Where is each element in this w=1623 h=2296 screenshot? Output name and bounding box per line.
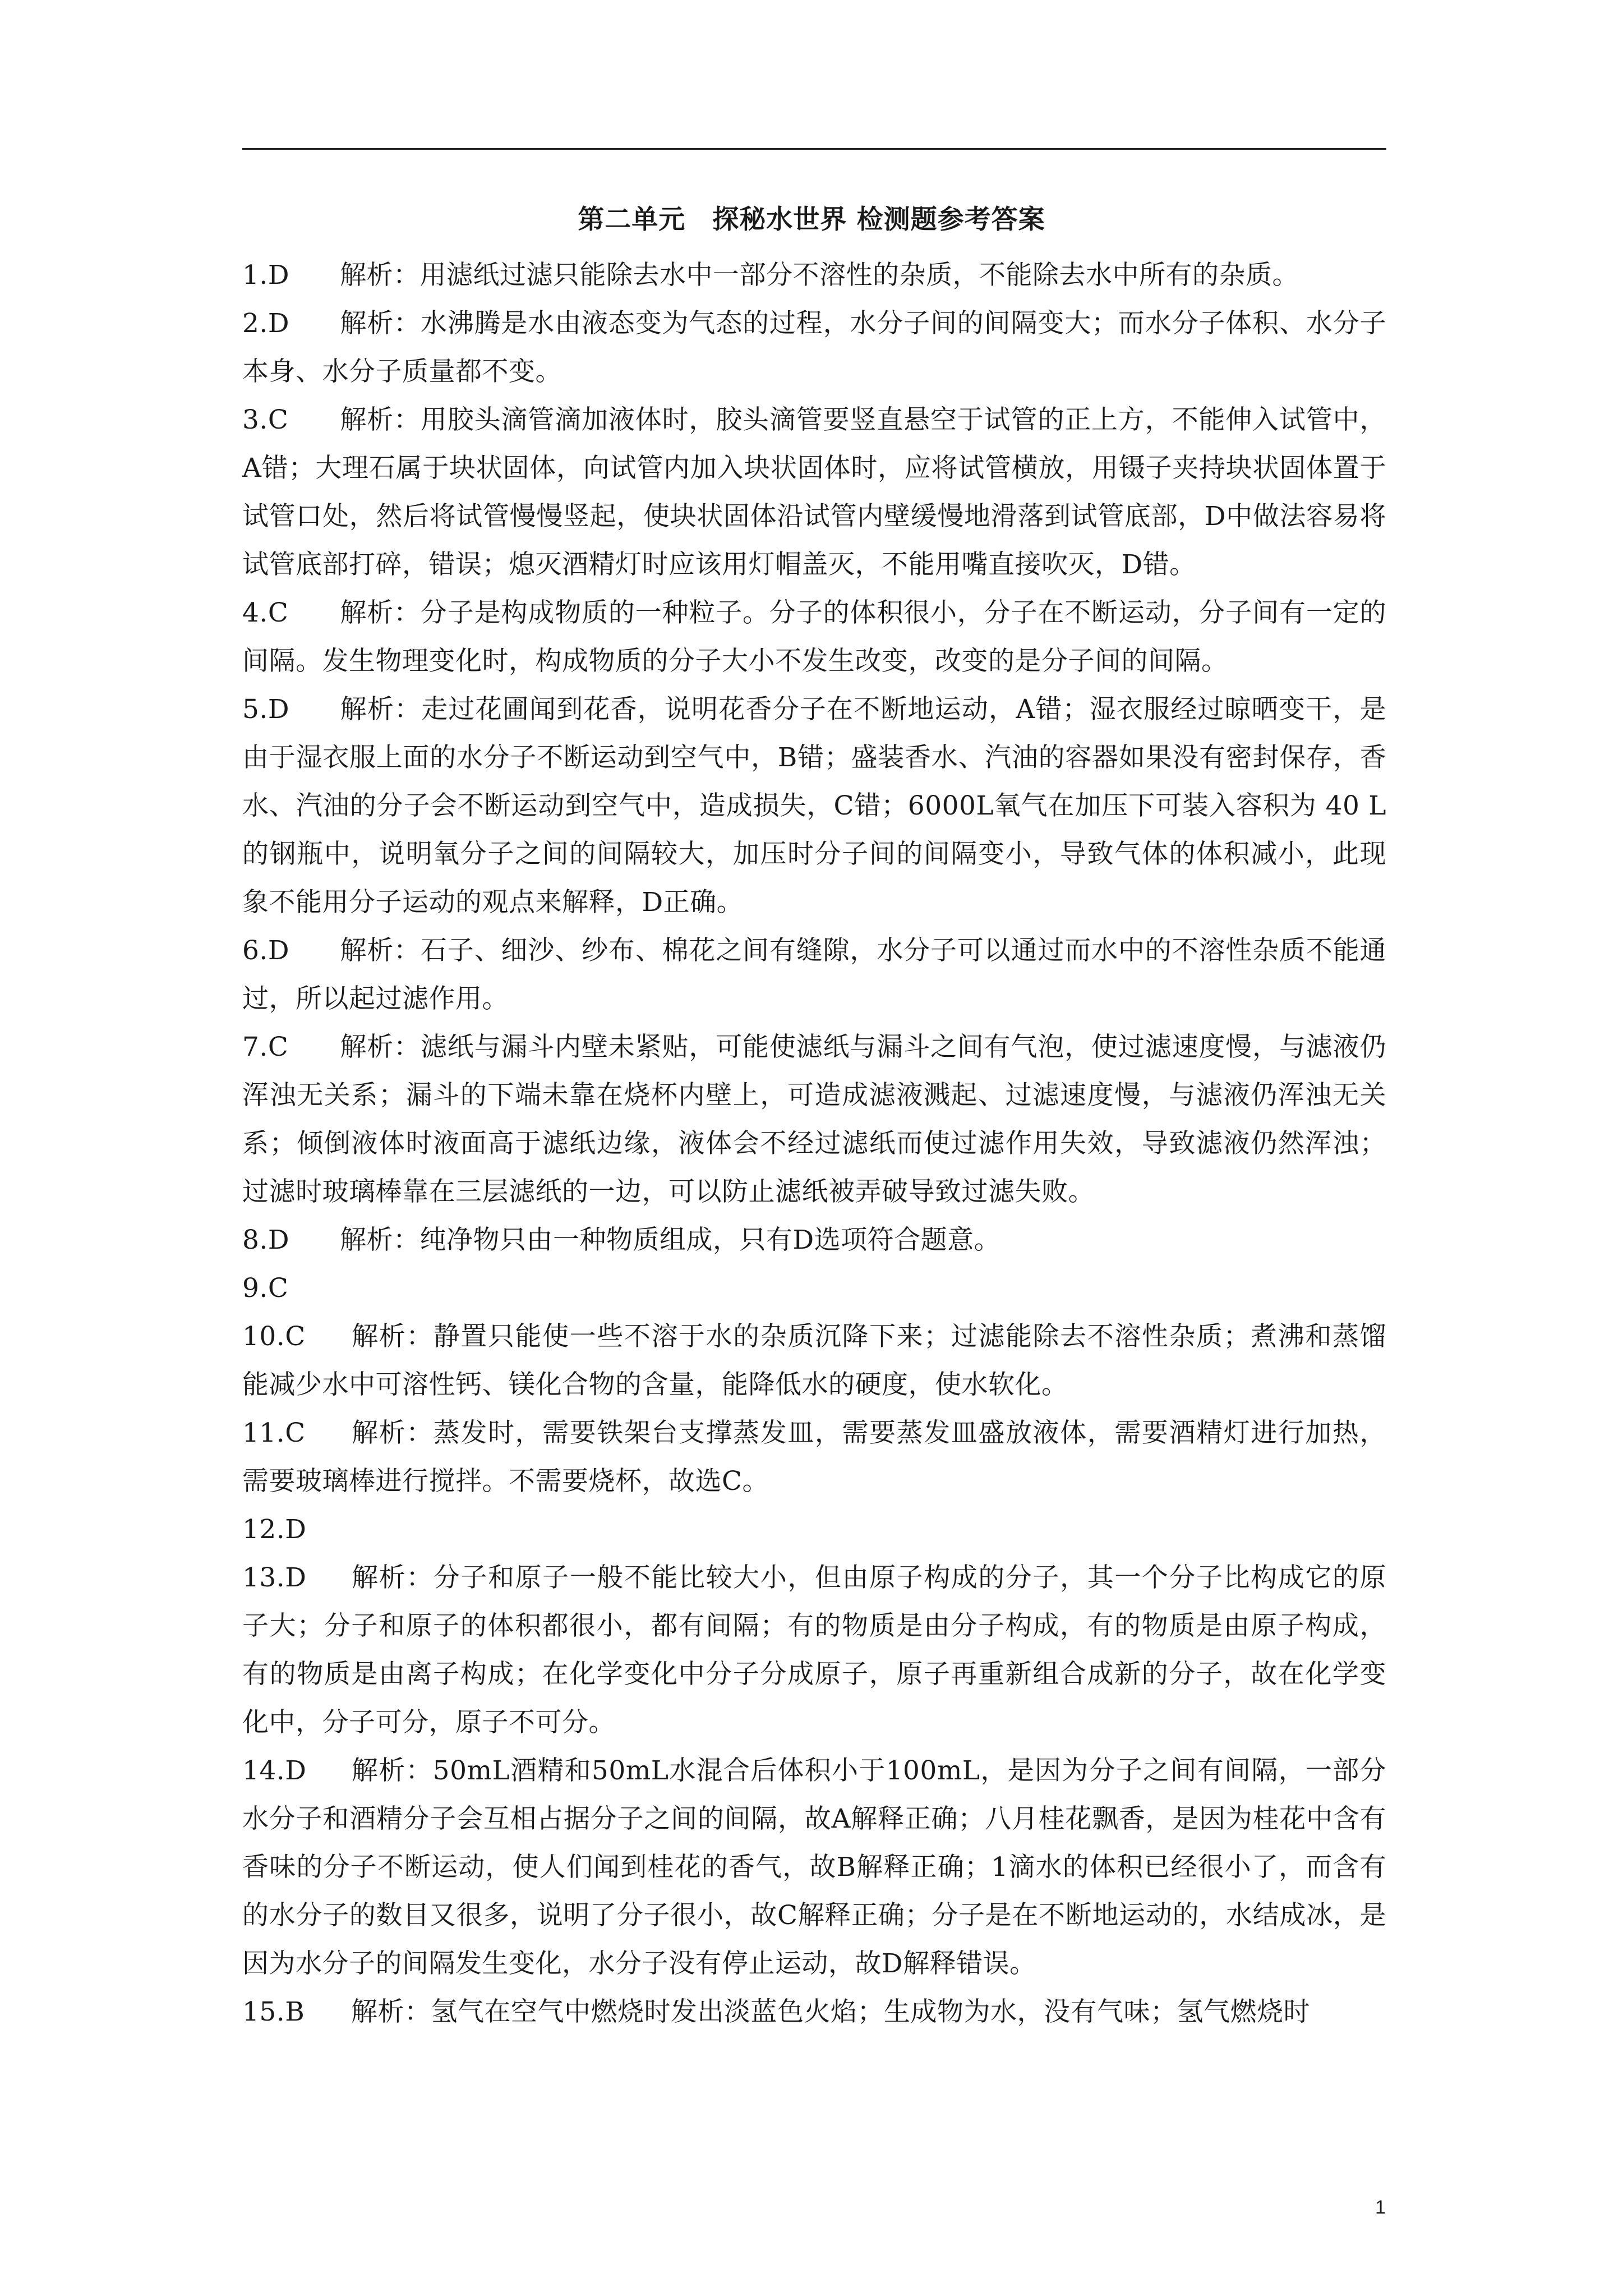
header-rule	[242, 148, 1386, 150]
answer-item-14	[242, 1747, 1386, 1988]
answer-item-2	[242, 300, 1386, 396]
answer-explanation: 解析：氢气在空气中燃烧时发出淡蓝色火焰；生成物为水，没有气味；氢气燃烧时	[351, 1996, 1310, 2027]
answer-explanation: 解析：分子是构成物质的一种粒子。分子的体积很小，分子在不断运动，分子间有一定的间隔。发生物理变化时，构成物质的分子大小不发生改变，改变的是分子间的间隔。	[242, 597, 1386, 677]
answer-item-3	[242, 396, 1386, 589]
answer-explanation: 解析：石子、细沙、纱布、棉花之间有缝隙，水分子可以通过而水中的不溶性杂质不能通过，所以起过滤作用。	[242, 935, 1386, 1014]
answer-item-10	[242, 1313, 1386, 1409]
answer-number: 9.C	[242, 1273, 289, 1304]
answer-list	[242, 251, 1386, 2036]
answer-number: 8.D	[242, 1225, 290, 1255]
answer-item-11	[242, 1409, 1386, 1506]
answer-number: 4.C	[242, 597, 289, 628]
answer-item-8	[242, 1216, 1386, 1264]
answer-number: 10.C	[242, 1321, 306, 1352]
answer-item-7	[242, 1023, 1386, 1216]
answer-item-9	[242, 1264, 1386, 1313]
answer-explanation: 解析：用滤纸过滤只能除去水中一部分不溶性的杂质，不能除去水中所有的杂质。	[340, 260, 1299, 291]
answer-explanation: 解析：水沸腾是水由液态变为气态的过程，水分子间的间隔变大；而水分子体积、水分子本身、水分子质量都不变。	[242, 308, 1386, 387]
answer-explanation: 解析：蒸发时，需要铁架台支撑蒸发皿，需要蒸发皿盛放液体，需要酒精灯进行加热，需要玻璃棒进行搅拌。不需要烧杯，故选C。	[242, 1418, 1386, 1497]
answer-explanation: 解析：50mL酒精和50mL水混合后体积小于100mL，是因为分子之间有间隔，一部分水分子和酒精分子会互相占据分子之间的间隔，故A解释正确；八月桂花飘香，是因为桂花中含有香味的分子不断运动，使人们闻到桂花的香气，故B解释正确；1滴水的体积已经很小了，而含有的水分子的数目又很多，说明了分子很小，故C解释正确；分子是在不断地运动的，水结成冰，是因为水分子的间隔发生变化，水分子没有停止运动，故D解释错误。	[242, 1755, 1386, 1979]
answer-number: 15.B	[242, 1996, 305, 2027]
answer-item-1	[242, 251, 1386, 300]
answer-explanation: 解析：滤纸与漏斗内壁未紧贴，可能使滤纸与漏斗之间有气泡，使过滤速度慢，与滤液仍浑浊无关系；漏斗的下端未靠在烧杯内壁上，可造成滤液溅起、过滤速度慢，与滤液仍浑浊无关系；倾倒液体时液面高于滤纸边缘，液体会不经过滤纸而使过滤作用失效，导致滤液仍然浑浊；过滤时玻璃棒靠在三层滤纸的一边，可以防止滤纸被弄破导致过滤失败。	[242, 1032, 1386, 1207]
answer-explanation: 解析：用胶头滴管滴加液体时，胶头滴管要竖直悬空于试管的正上方，不能伸入试管中，A错；大理石属于块状固体，向试管内加入块状固体时，应将试管横放，用镊子夹持块状固体置于试管口处，然后将试管慢慢竖起，使块状固体沿试管内壁缓慢地滑落到试管底部，D中做法容易将试管底部打碎，错误；熄灭酒精灯时应该用灯帽盖灭，不能用嘴直接吹灭，D错。	[242, 404, 1386, 580]
answer-item-13	[242, 1554, 1386, 1747]
answer-number: 7.C	[242, 1032, 289, 1062]
answer-item-5	[242, 685, 1386, 927]
page-number: 1	[1375, 2197, 1386, 2218]
answer-explanation: 解析：静置只能使一些不溶于水的杂质沉降下来；过滤能除去不溶性杂质；煮沸和蒸馏能减少水中可溶性钙、镁化合物的含量，能降低水的硬度，使水软化。	[242, 1321, 1386, 1400]
answer-number: 14.D	[242, 1755, 307, 1786]
answer-number: 11.C	[242, 1418, 306, 1448]
answer-number: 13.D	[242, 1562, 307, 1593]
answer-number: 5.D	[242, 694, 290, 725]
answer-item-4	[242, 589, 1386, 685]
answer-number: 12.D	[242, 1514, 307, 1545]
answer-item-12	[242, 1506, 1386, 1554]
answer-explanation: 解析：走过花圃闻到花香，说明花香分子在不断地运动，A错；湿衣服经过晾晒变干，是由于湿衣服上面的水分子不断运动到空气中，B错；盛装香水、汽油的容器如果没有密封保存，香水、汽油的分子会不断运动到空气中，造成损失，C错；6000L氧气在加压下可装入容积为 40 L的钢瓶中，说明氧分子之间的间隔较大，加压时分子间的间隔变小，导致气体的体积减小，此现象不能用分子运动的观点来解释，D正确。	[242, 694, 1386, 918]
answer-number: 3.C	[242, 404, 289, 435]
answer-item-15	[242, 1988, 1386, 2036]
answer-item-6	[242, 927, 1386, 1023]
answer-number: 1.D	[242, 260, 290, 291]
page-title: 第二单元 探秘水世界 检测题参考答案	[578, 204, 1045, 235]
answer-number: 6.D	[242, 935, 290, 966]
answer-explanation: 解析：分子和原子一般不能比较大小，但由原子构成的分子，其一个分子比构成它的原子大；分子和原子的体积都很小，都有间隔；有的物质是由分子构成，有的物质是由原子构成，有的物质是由离子构成；在化学变化中分子分成原子，原子再重新组合成新的分子，故在化学变化中，分子可分，原子不可分。	[242, 1562, 1386, 1738]
answer-number: 2.D	[242, 308, 290, 339]
answer-explanation: 解析：纯净物只由一种物质组成，只有D选项符合题意。	[340, 1225, 1001, 1255]
